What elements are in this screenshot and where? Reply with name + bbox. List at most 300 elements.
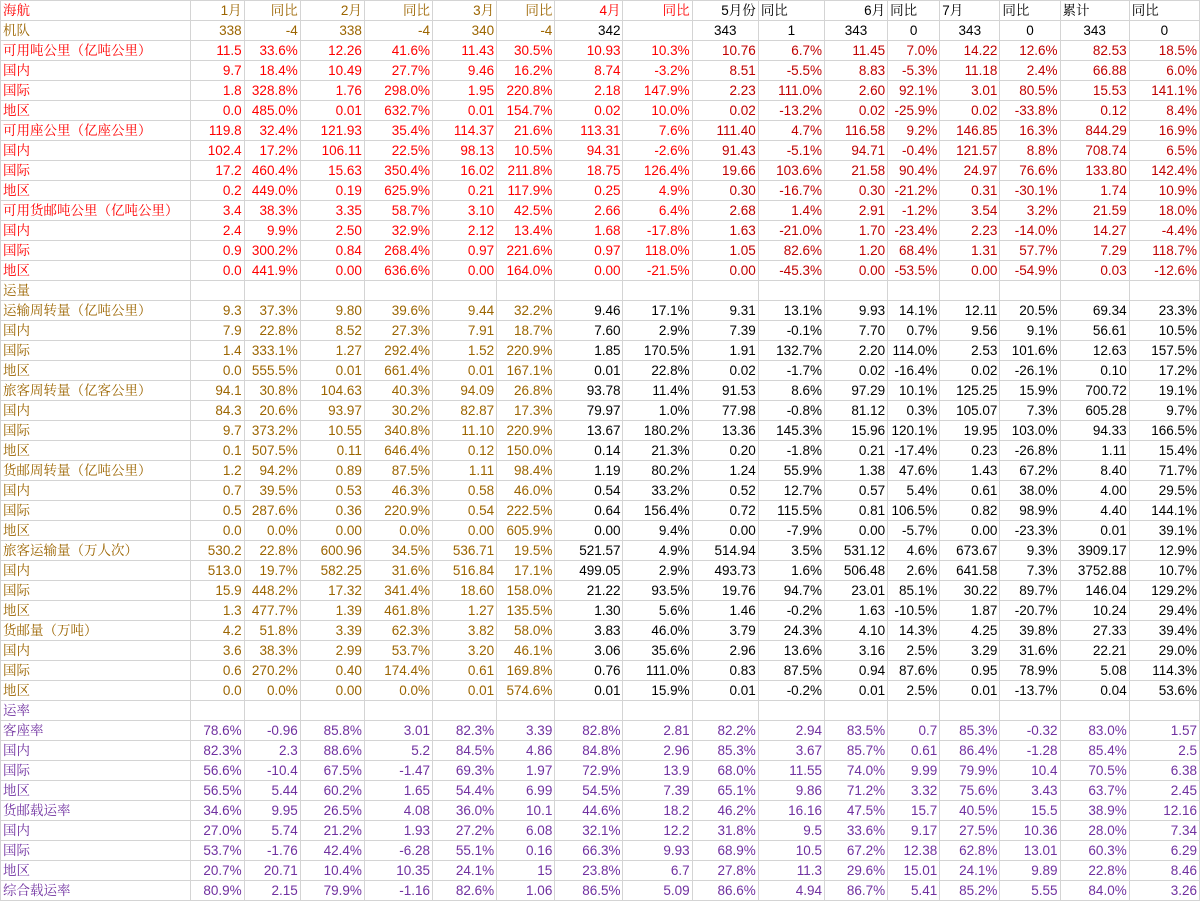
table-cell[interactable]: 39.5% [244,481,300,501]
table-cell[interactable]: 7.60 [555,321,623,341]
table-cell[interactable]: 27.0% [191,821,244,841]
table-cell[interactable]: 1.11 [433,461,497,481]
table-cell[interactable]: 1.4% [758,201,824,221]
table-cell[interactable]: 1.91 [692,341,758,361]
table-cell[interactable]: 30.2% [364,401,432,421]
table-cell[interactable]: 30.22 [940,581,1000,601]
table-cell[interactable]: 6.5% [1129,141,1199,161]
table-cell[interactable]: 30.5% [497,41,555,61]
row-label[interactable]: 国内 [1,321,191,341]
table-cell[interactable]: 71.2% [824,781,887,801]
table-cell[interactable]: 1.57 [1129,721,1199,741]
table-cell[interactable]: 105.07 [940,401,1000,421]
table-cell[interactable]: 2.5% [888,681,940,701]
table-cell[interactable]: 82.3% [433,721,497,741]
table-cell[interactable]: 93.78 [555,381,623,401]
table-cell[interactable]: 174.4% [364,661,432,681]
table-cell[interactable]: -5.1% [758,141,824,161]
table-cell[interactable]: 34.5% [364,541,432,561]
table-cell[interactable]: 4.25 [940,621,1000,641]
table-cell[interactable]: -1.16 [364,881,432,901]
table-cell[interactable]: 156.4% [623,501,692,521]
table-cell[interactable] [692,701,758,721]
table-cell[interactable]: 91.43 [692,141,758,161]
table-cell[interactable]: 2.9% [623,321,692,341]
table-cell[interactable]: 15.9 [191,581,244,601]
table-cell[interactable]: -30.1% [1000,181,1060,201]
table-cell[interactable]: 1.74 [1060,181,1129,201]
table-cell[interactable]: 333.1% [244,341,300,361]
table-cell[interactable]: 17.1% [497,561,555,581]
table-cell[interactable]: 2.18 [555,81,623,101]
table-cell[interactable]: 18.75 [555,161,623,181]
table-cell[interactable]: 9.93 [623,841,692,861]
table-cell[interactable]: 0.7% [888,321,940,341]
table-cell[interactable]: 18.5% [1129,41,1199,61]
table-cell[interactable]: 13.6% [758,641,824,661]
table-cell[interactable]: 4.94 [758,881,824,901]
table-cell[interactable]: 0.00 [433,521,497,541]
table-cell[interactable]: 0.03 [1060,261,1129,281]
table-cell[interactable]: 102.4 [191,141,244,161]
table-cell[interactable]: 44.6% [555,801,623,821]
table-cell[interactable]: 98.9% [1000,501,1060,521]
table-cell[interactable]: 94.2% [244,461,300,481]
table-cell[interactable]: -53.5% [888,261,940,281]
table-cell[interactable]: 2.4% [1000,61,1060,81]
table-cell[interactable]: 2.15 [244,881,300,901]
table-cell[interactable]: 94.33 [1060,421,1129,441]
table-cell[interactable]: 0.01 [433,361,497,381]
table-cell[interactable]: 27.2% [433,821,497,841]
table-cell[interactable] [692,281,758,301]
table-cell[interactable]: 36.0% [433,801,497,821]
row-label[interactable]: 国际 [1,661,191,681]
table-cell[interactable]: 0.21 [433,181,497,201]
table-cell[interactable]: 117.9% [497,181,555,201]
table-cell[interactable]: 85.1% [888,581,940,601]
column-header[interactable]: 同比 [364,1,432,21]
table-cell[interactable]: 220.9% [364,501,432,521]
table-cell[interactable]: 3.83 [555,621,623,641]
table-cell[interactable]: 646.4% [364,441,432,461]
table-cell[interactable]: 9.17 [888,821,940,841]
table-cell[interactable]: 126.4% [623,161,692,181]
table-cell[interactable]: 13.9 [623,761,692,781]
table-cell[interactable] [1060,701,1129,721]
table-cell[interactable]: 22.8% [623,361,692,381]
table-cell[interactable]: 12.26 [300,41,364,61]
table-cell[interactable]: 7.70 [824,321,887,341]
table-cell[interactable]: 1.8 [191,81,244,101]
table-cell[interactable]: 7.34 [1129,821,1199,841]
table-cell[interactable]: 0.36 [300,501,364,521]
table-cell[interactable]: 56.5% [191,781,244,801]
table-cell[interactable]: 141.1% [1129,81,1199,101]
table-cell[interactable]: 62.3% [364,621,432,641]
table-cell[interactable]: 0.12 [1060,101,1129,121]
row-label[interactable]: 国际 [1,421,191,441]
table-cell[interactable]: 0.01 [1060,521,1129,541]
table-cell[interactable]: 7.29 [1060,241,1129,261]
table-cell[interactable]: 7.39 [692,321,758,341]
table-cell[interactable]: 78.9% [1000,661,1060,681]
table-cell[interactable]: 2.23 [692,81,758,101]
table-cell[interactable]: 0.76 [555,661,623,681]
table-cell[interactable] [191,701,244,721]
table-cell[interactable]: 268.4% [364,241,432,261]
table-cell[interactable]: 8.51 [692,61,758,81]
table-cell[interactable]: 82.2% [692,721,758,741]
table-cell[interactable]: 3.39 [497,721,555,741]
table-cell[interactable]: 340 [433,21,497,41]
table-cell[interactable]: 121.57 [940,141,1000,161]
table-cell[interactable]: 6.38 [1129,761,1199,781]
table-cell[interactable]: 506.48 [824,561,887,581]
table-cell[interactable]: 67.2% [1000,461,1060,481]
table-cell[interactable]: 67.2% [824,841,887,861]
table-cell[interactable]: 0.97 [555,241,623,261]
table-cell[interactable]: 39.1% [1129,521,1199,541]
table-cell[interactable]: 4.7% [758,121,824,141]
table-cell[interactable]: 58.7% [364,201,432,221]
table-cell[interactable]: -1.28 [1000,741,1060,761]
table-cell[interactable]: 7.0% [888,41,940,61]
table-cell[interactable]: -23.4% [888,221,940,241]
row-label[interactable]: 国内 [1,481,191,501]
table-cell[interactable]: 46.3% [364,481,432,501]
table-cell[interactable]: 3.4 [191,201,244,221]
table-cell[interactable]: 82.8% [555,721,623,741]
table-cell[interactable]: 10.7% [1129,561,1199,581]
row-label[interactable]: 地区 [1,181,191,201]
table-cell[interactable]: 530.2 [191,541,244,561]
row-label[interactable]: 货邮周转量（亿吨公里） [1,461,191,481]
table-cell[interactable]: 9.9% [244,221,300,241]
row-label[interactable]: 国内 [1,401,191,421]
table-cell[interactable]: 69.3% [433,761,497,781]
table-cell[interactable]: 98.13 [433,141,497,161]
row-label[interactable]: 地区 [1,261,191,281]
table-cell[interactable]: 0.1 [191,441,244,461]
table-cell[interactable]: 85.4% [1060,741,1129,761]
table-cell[interactable]: 98.4% [497,461,555,481]
table-cell[interactable]: 1.95 [433,81,497,101]
table-cell[interactable]: 0.30 [692,181,758,201]
table-cell[interactable]: -14.0% [1000,221,1060,241]
table-cell[interactable]: 114.37 [433,121,497,141]
table-cell[interactable]: 10.24 [1060,601,1129,621]
column-header[interactable]: 5月份 [692,1,758,21]
table-cell[interactable]: 60.2% [300,781,364,801]
table-cell[interactable]: 53.6% [1129,681,1199,701]
table-cell[interactable]: 4.40 [1060,501,1129,521]
table-cell[interactable]: 499.05 [555,561,623,581]
table-cell[interactable]: 80.9% [191,881,244,901]
table-cell[interactable]: 0.00 [824,521,887,541]
table-cell[interactable]: 20.71 [244,861,300,881]
table-cell[interactable]: 21.3% [623,441,692,461]
table-cell[interactable]: 0.00 [824,261,887,281]
table-cell[interactable]: 15.53 [1060,81,1129,101]
table-cell[interactable]: 23.8% [555,861,623,881]
table-cell[interactable]: 0 [888,21,940,41]
table-cell[interactable] [300,701,364,721]
table-cell[interactable]: 31.8% [692,821,758,841]
table-cell[interactable]: 1.68 [555,221,623,241]
table-cell[interactable]: 15 [497,861,555,881]
table-cell[interactable]: 169.8% [497,661,555,681]
table-cell[interactable]: 6.0% [1129,61,1199,81]
table-cell[interactable]: 0.00 [300,681,364,701]
table-cell[interactable]: 10.5% [1129,321,1199,341]
column-header[interactable]: 1月 [191,1,244,21]
table-cell[interactable]: 700.72 [1060,381,1129,401]
table-cell[interactable]: 24.1% [433,861,497,881]
row-label[interactable]: 运输周转量（亿吨公里） [1,301,191,321]
table-cell[interactable]: 6.99 [497,781,555,801]
table-cell[interactable]: 1.38 [824,461,887,481]
table-cell[interactable]: 516.84 [433,561,497,581]
table-cell[interactable] [555,701,623,721]
table-cell[interactable]: 2.6% [888,561,940,581]
table-cell[interactable] [1129,281,1199,301]
table-cell[interactable]: 3.43 [1000,781,1060,801]
table-cell[interactable] [623,701,692,721]
table-cell[interactable] [191,281,244,301]
table-cell[interactable]: 222.5% [497,501,555,521]
table-cell[interactable]: 2.68 [692,201,758,221]
table-cell[interactable]: 9.2% [888,121,940,141]
table-cell[interactable]: 46.2% [692,801,758,821]
table-cell[interactable]: 113.31 [555,121,623,141]
table-cell[interactable]: 10.55 [300,421,364,441]
table-cell[interactable]: 54.4% [433,781,497,801]
row-label[interactable]: 国际 [1,761,191,781]
table-cell[interactable]: 9.80 [300,301,364,321]
table-cell[interactable]: 146.85 [940,121,1000,141]
table-cell[interactable]: 14.22 [940,41,1000,61]
table-cell[interactable]: 0.01 [555,361,623,381]
table-cell[interactable]: 7.91 [433,321,497,341]
table-cell[interactable]: 115.5% [758,501,824,521]
table-cell[interactable]: -21.0% [758,221,824,241]
table-cell[interactable]: -17.4% [888,441,940,461]
table-cell[interactable]: 0.23 [940,441,1000,461]
table-cell[interactable]: -0.1% [758,321,824,341]
table-cell[interactable]: 38.3% [244,201,300,221]
table-cell[interactable] [888,281,940,301]
table-cell[interactable]: 17.2 [191,161,244,181]
table-cell[interactable]: -26.8% [1000,441,1060,461]
table-cell[interactable]: 0.16 [497,841,555,861]
table-cell[interactable]: 8.52 [300,321,364,341]
table-cell[interactable]: 74.0% [824,761,887,781]
table-cell[interactable]: 85.8% [300,721,364,741]
table-cell[interactable]: 60.3% [1060,841,1129,861]
table-cell[interactable]: 82.6% [758,241,824,261]
table-cell[interactable]: 119.8 [191,121,244,141]
table-cell[interactable]: 82.53 [1060,41,1129,61]
table-cell[interactable]: 0.01 [433,101,497,121]
table-cell[interactable]: 42.4% [300,841,364,861]
table-cell[interactable]: 343 [940,21,1000,41]
table-cell[interactable]: 133.80 [1060,161,1129,181]
table-cell[interactable]: 1.97 [497,761,555,781]
table-cell[interactable]: 0.40 [300,661,364,681]
table-cell[interactable]: 2.99 [300,641,364,661]
row-label[interactable]: 国际 [1,341,191,361]
table-cell[interactable]: 5.2 [364,741,432,761]
table-cell[interactable]: 18.4% [244,61,300,81]
table-cell[interactable]: 32.9% [364,221,432,241]
table-cell[interactable]: 0.61 [433,661,497,681]
table-cell[interactable]: 4.9% [623,541,692,561]
table-cell[interactable]: 146.04 [1060,581,1129,601]
table-cell[interactable]: 0.01 [940,681,1000,701]
table-cell[interactable]: 3.79 [692,621,758,641]
table-cell[interactable]: 2.60 [824,81,887,101]
table-cell[interactable]: 449.0% [244,181,300,201]
table-cell[interactable]: 10.9% [1129,181,1199,201]
table-cell[interactable]: 21.59 [1060,201,1129,221]
table-cell[interactable]: 30.8% [244,381,300,401]
table-cell[interactable]: 84.5% [433,741,497,761]
table-cell[interactable]: 1.24 [692,461,758,481]
table-cell[interactable]: 1.6% [758,561,824,581]
table-cell[interactable]: 114.0% [888,341,940,361]
table-cell[interactable]: -13.2% [758,101,824,121]
table-cell[interactable]: 57.7% [1000,241,1060,261]
table-cell[interactable]: 673.67 [940,541,1000,561]
table-cell[interactable]: -5.5% [758,61,824,81]
table-cell[interactable]: 27.8% [692,861,758,881]
table-cell[interactable] [433,281,497,301]
table-cell[interactable]: 448.2% [244,581,300,601]
table-cell[interactable]: 157.5% [1129,341,1199,361]
table-cell[interactable]: 6.4% [623,201,692,221]
table-cell[interactable] [1000,281,1060,301]
table-cell[interactable]: 83.5% [824,721,887,741]
table-cell[interactable]: 53.7% [191,841,244,861]
table-cell[interactable]: 0.2 [191,181,244,201]
table-cell[interactable]: 350.4% [364,161,432,181]
table-cell[interactable]: 39.8% [1000,621,1060,641]
table-cell[interactable]: 0.00 [555,261,623,281]
table-cell[interactable]: -0.2% [758,601,824,621]
table-cell[interactable]: 3.6 [191,641,244,661]
table-cell[interactable]: 17.1% [623,301,692,321]
table-cell[interactable]: 12.9% [1129,541,1199,561]
table-cell[interactable]: 79.97 [555,401,623,421]
table-cell[interactable]: 33.6% [824,821,887,841]
table-cell[interactable]: 16.16 [758,801,824,821]
table-cell[interactable]: 3.5% [758,541,824,561]
table-cell[interactable]: 0.14 [555,441,623,461]
table-cell[interactable]: 9.4% [623,521,692,541]
table-cell[interactable] [623,21,692,41]
table-cell[interactable]: 68.9% [692,841,758,861]
table-cell[interactable]: 82.3% [191,741,244,761]
row-label[interactable]: 国际 [1,81,191,101]
table-cell[interactable] [1060,281,1129,301]
table-cell[interactable]: 9.93 [824,301,887,321]
row-label[interactable]: 运率 [1,701,191,721]
table-cell[interactable]: 87.5% [364,461,432,481]
table-cell[interactable]: 12.16 [1129,801,1199,821]
row-label[interactable]: 地区 [1,601,191,621]
table-cell[interactable]: 221.6% [497,241,555,261]
table-cell[interactable]: 40.5% [940,801,1000,821]
table-cell[interactable]: 536.71 [433,541,497,561]
table-cell[interactable]: 2.20 [824,341,887,361]
row-label[interactable]: 可用座公里（亿座公里） [1,121,191,141]
table-cell[interactable] [623,281,692,301]
table-cell[interactable]: 1.27 [433,601,497,621]
table-cell[interactable]: 9.46 [433,61,497,81]
table-cell[interactable]: 3.35 [300,201,364,221]
table-cell[interactable]: -3.2% [623,61,692,81]
table-cell[interactable]: -4 [244,21,300,41]
table-cell[interactable]: 22.8% [1060,861,1129,881]
table-cell[interactable]: 147.9% [623,81,692,101]
table-cell[interactable]: 493.73 [692,561,758,581]
table-cell[interactable]: 8.83 [824,61,887,81]
table-cell[interactable]: 84.8% [555,741,623,761]
table-cell[interactable]: 82.87 [433,401,497,421]
table-cell[interactable]: 58.0% [497,621,555,641]
table-cell[interactable]: 23.3% [1129,301,1199,321]
table-cell[interactable]: 17.3% [497,401,555,421]
table-cell[interactable]: 79.9% [300,881,364,901]
row-label[interactable]: 地区 [1,441,191,461]
table-cell[interactable]: 18.0% [1129,201,1199,221]
table-cell[interactable]: 56.6% [191,761,244,781]
table-cell[interactable]: 0.0 [191,101,244,121]
table-cell[interactable]: 3909.17 [1060,541,1129,561]
table-cell[interactable]: 5.08 [1060,661,1129,681]
table-cell[interactable]: -45.3% [758,261,824,281]
table-cell[interactable]: 92.1% [888,81,940,101]
table-cell[interactable]: 7.6% [623,121,692,141]
table-cell[interactable]: 0.02 [824,101,887,121]
table-cell[interactable]: -16.4% [888,361,940,381]
table-cell[interactable]: 17.2% [1129,361,1199,381]
table-cell[interactable]: 78.6% [191,721,244,741]
table-cell[interactable]: 1.65 [364,781,432,801]
table-cell[interactable]: 3.29 [940,641,1000,661]
table-cell[interactable]: 0.0% [364,681,432,701]
table-cell[interactable]: 51.8% [244,621,300,641]
row-label[interactable]: 国内 [1,641,191,661]
table-cell[interactable]: -1.2% [888,201,940,221]
table-cell[interactable]: 2.9% [623,561,692,581]
column-header[interactable]: 同比 [888,1,940,21]
table-cell[interactable]: 101.6% [1000,341,1060,361]
table-cell[interactable]: 93.97 [300,401,364,421]
table-cell[interactable]: 3.10 [433,201,497,221]
table-cell[interactable]: 1.3 [191,601,244,621]
table-cell[interactable]: 89.7% [1000,581,1060,601]
table-cell[interactable]: -17.8% [623,221,692,241]
table-cell[interactable]: -2.6% [623,141,692,161]
table-cell[interactable]: 0.02 [940,101,1000,121]
column-header[interactable]: 4月 [555,1,623,21]
row-label[interactable]: 国际 [1,841,191,861]
table-cell[interactable]: 125.25 [940,381,1000,401]
table-cell[interactable]: 26.5% [300,801,364,821]
table-cell[interactable]: 0.84 [300,241,364,261]
